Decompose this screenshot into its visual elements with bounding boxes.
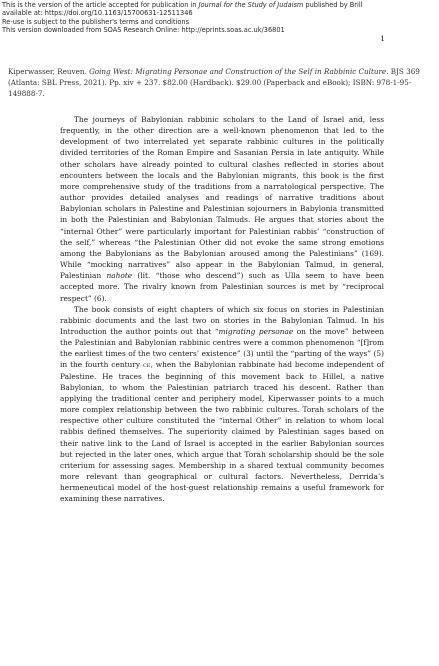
era-abbreviation: ce: [142, 360, 151, 370]
paragraph: [60, 304, 384, 505]
notice-reuse-line: Re-use is subject to the publisher's terms and conditions: [2, 17, 190, 26]
page-number: 1: [380, 34, 385, 43]
book-details: . BJS 369 (Atlanta: SBL Press, 2021). Pp. xiv + 237. $82.00 (Hardback). $29.00 (Paperback and eBook); ISBN: 978-1-95-149888-7.: [8, 67, 420, 98]
notice-text: This is the version of the article accepted for publication in: [2, 1, 199, 9]
paragraph: [60, 114, 384, 304]
book-author: Kiperwasser, Reuven.: [8, 67, 90, 76]
paragraph-text: (lit. “those who descend”) such as Ulla seem to have been accepted more. The rivalry known from Palestinian sources is met by “reciprocal respect” (6).: [60, 271, 384, 303]
italic-term: nahote: [106, 271, 133, 281]
book-title: Going West: Migrating Personae and Construction of the Self in Rabbinic Culture: [89, 67, 387, 76]
publication-notice: [2, 1, 372, 34]
italic-term: migrating personae: [218, 326, 294, 336]
book-citation: [8, 66, 428, 99]
paragraph-text: The book consists of eight chapters of which six focus on stories in Palestinian rabbinic documents and the last two on stories in the Babylonian Talmud. In his Introduction the author points out that “: [60, 304, 384, 336]
paragraph-text: The journeys of Babylonian rabbinic scholars to the Land of Israel and, less frequently, in the other direction are a well-known phenomenon that led to the development of two interrelated yet separate rabbinic cultures in the politically divided territories of the Roman Empire and Sasanian Persia in late antiquity. While other scholars have already pointed to cultural clashes reflected in stories about encounters between the locals and the Babylonian migrants, this book is the first more comprehensive study of the traditions from a narratological perspective. The author provides detailed analyses and readings of narrative traditions about Babylonian scholars in Palestine and Palestinian sojourners in Babylonia transmitted in both the Palestinian and Babylonian Talmuds. He argues that stories about the “internal Other” were particularly important for Palestinian rabbis’ “construction of the self,” whereas “the Palestinian Other did not evoke the same strong emotions among the Babylonians as the Babylonian aroused among the Palestinians” (169). While “mocking narratives” also appear in the Babylonian Talmud, in general, Palestinian: [60, 115, 384, 281]
journal-name: Journal for the Study of Judaism: [198, 1, 304, 9]
paragraph-text: on the move” between the Palestinian and Babylonian rabbinic centres were a common phenomenon “[f]rom the earliest times of the two centers’ existence” (3) until the “parting of the ways” (5) in the fourth century: [60, 326, 385, 370]
notice-line-1: [2, 1, 372, 9]
paragraph-text: , when the Babylonian rabbinate had become independent of Palestine. He traces the beginning of this movement back to Hillel, a native Babylonian, to whom the Palestinian patriarch traced his descent. Rather than applying the traditional center and periphery model, Kiperwasser points to a much more complex relationship between the two rabbinic cultures. Torah scholars of the respective other culture constituted the “internal Other” in relation to whom local rabbis defined themselves. The superiority claimed by Palestinian sages based on their native link to the Land of Israel is accepted in the earlier Babylonian sources but rejected in the later ones, which argue that Torah scholarship should be the sole criterium for assessing sages. Membership in a shared textual community becomes more relevant than geographical or cultural factors. Nevertheless, Derrida’s hermeneutical model of the host-guest relationship remains a useful framework for examining these narratives.: [60, 360, 384, 504]
notice-download-line: This version downloaded from SOAS Research Online: http://eprints.soas.ac.uk/36801: [2, 25, 285, 34]
notice-doi-line: available at: https://doi.org/10.1163/15700631-12511346: [2, 9, 193, 18]
notice-text: published by Brill: [303, 1, 363, 9]
review-body: [60, 114, 384, 504]
